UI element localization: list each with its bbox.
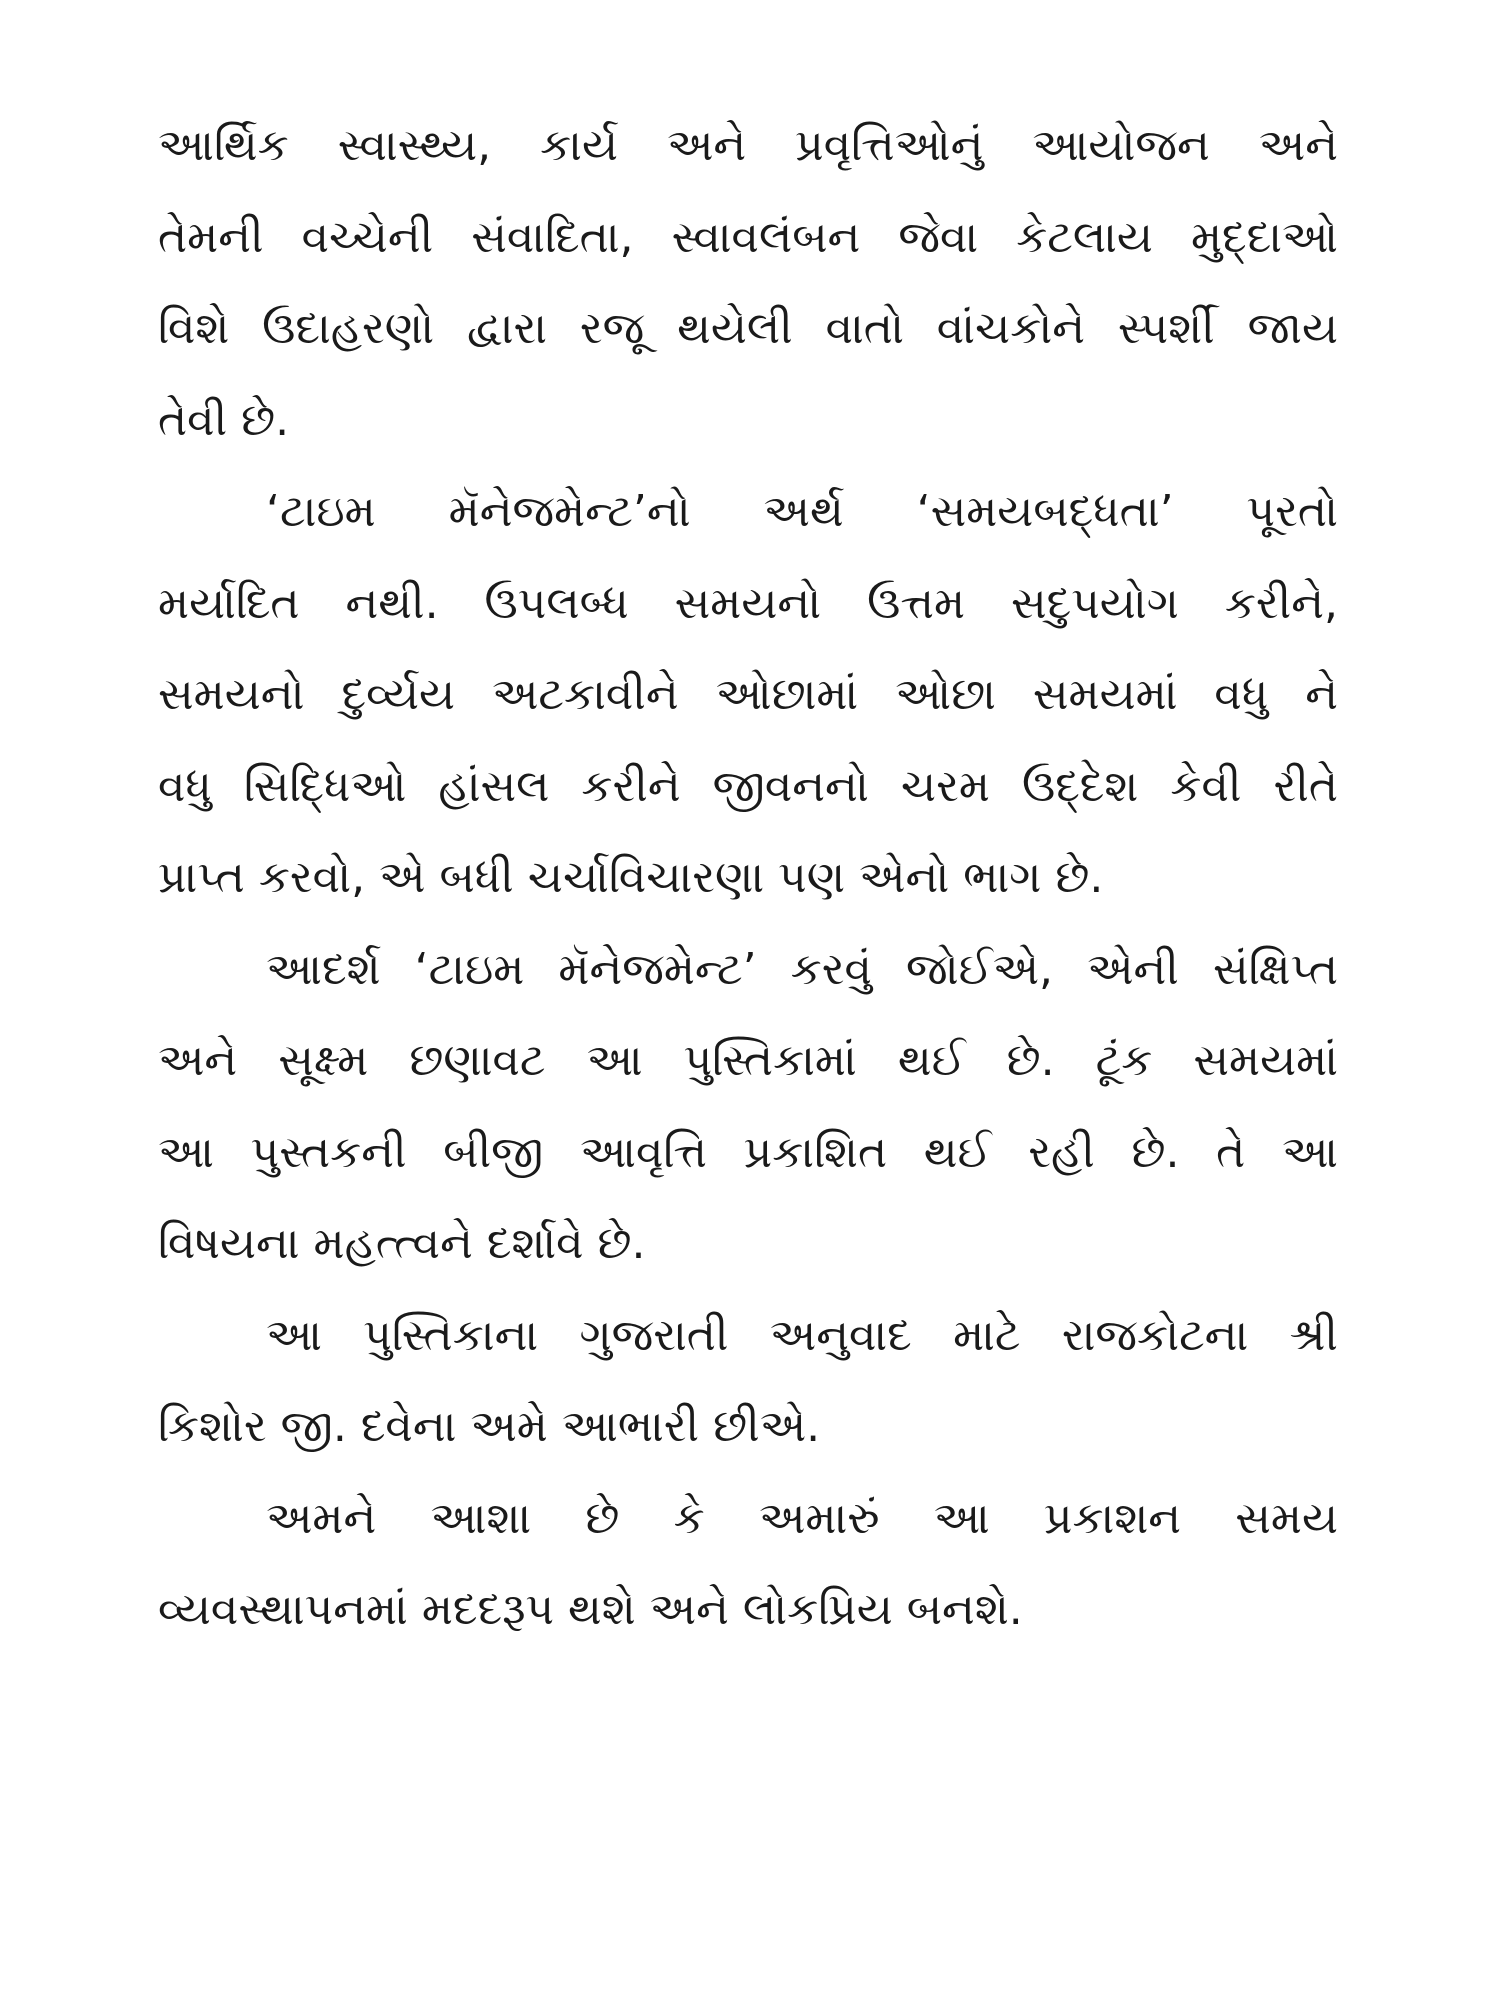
text-line: આ પુસ્તિકાના ગુજરાતી અનુવાદ માટે રાજકોટના શ્રી xyxy=(266,1309,1338,1361)
text-line: વિષયના મહત્ત્વને દર્શાવે છે. xyxy=(158,1218,646,1269)
text-line: આર્થિક સ્વાસ્થ્ય, કાર્ય અને પ્રવૃત્તિઓનું આયોજન અને xyxy=(158,120,1338,171)
text-line: કિશોર જી. દવેના અમે આભારી છીએ. xyxy=(158,1401,821,1452)
text-line: વધુ સિદ્ધિઓ હાંસલ કરીને જીવનનો ચરમ ઉદ્દેશ કેવી રીતે xyxy=(158,760,1338,812)
paragraph-1 xyxy=(158,100,1338,466)
body-text xyxy=(158,100,1338,1656)
text-line: તેમની વચ્ચેની સંવાદિતા, સ્વાવલંબન જેવા કેટલાય મુદ્દાઓ xyxy=(158,211,1338,263)
paragraph-4 xyxy=(158,1290,1338,1473)
text-line: સમયનો દુર્વ્યય અટકાવીને ઓછામાં ઓછા સમયમાં વધુ ને xyxy=(158,669,1338,720)
paragraph-5 xyxy=(158,1473,1338,1656)
paragraph-3 xyxy=(158,924,1338,1290)
text-line: પ્રાપ્ત કરવો, એ બધી ચર્ચાવિચારણા પણ એનો ભાગ છે. xyxy=(158,852,1104,903)
text-line: આ પુસ્તકની બીજી આવૃત્તિ પ્રકાશિત થઈ રહી છે. તે આ xyxy=(158,1126,1338,1178)
paragraph-2 xyxy=(158,466,1338,924)
text-line: તેવી છે. xyxy=(158,394,290,446)
text-line: આદર્શ ‘ટાઇમ મૅનેજમેન્ટ’ કરવું જોઈએ, એની સંક્ષિપ્ત xyxy=(266,943,1338,995)
text-line: મર્યાદિત નથી. ઉપલબ્ધ સમયનો ઉત્તમ સદુપયોગ કરીને, xyxy=(158,577,1338,629)
text-line: ‘ટાઇમ મૅનેજમેન્ટ’નો અર્થ ‘સમયબદ્ધતા’ પૂરતો xyxy=(266,486,1338,537)
text-line: વ્યવસ્થાપનમાં મદદરૂપ થશે અને લોકપ્રિય બનશે. xyxy=(158,1584,1023,1635)
text-line: અમને આશા છે કે અમારું આ પ્રકાશન સમય xyxy=(266,1492,1338,1544)
text-line: અને સૂક્ષ્મ છણાવટ આ પુસ્તિકામાં થઈ છે. ટૂંક સમયમાં xyxy=(158,1035,1338,1086)
text-line: વિશે ઉદાહરણો દ્વારા રજૂ થયેલી વાતો વાંચકોને સ્પર્શી જાય xyxy=(158,303,1338,354)
